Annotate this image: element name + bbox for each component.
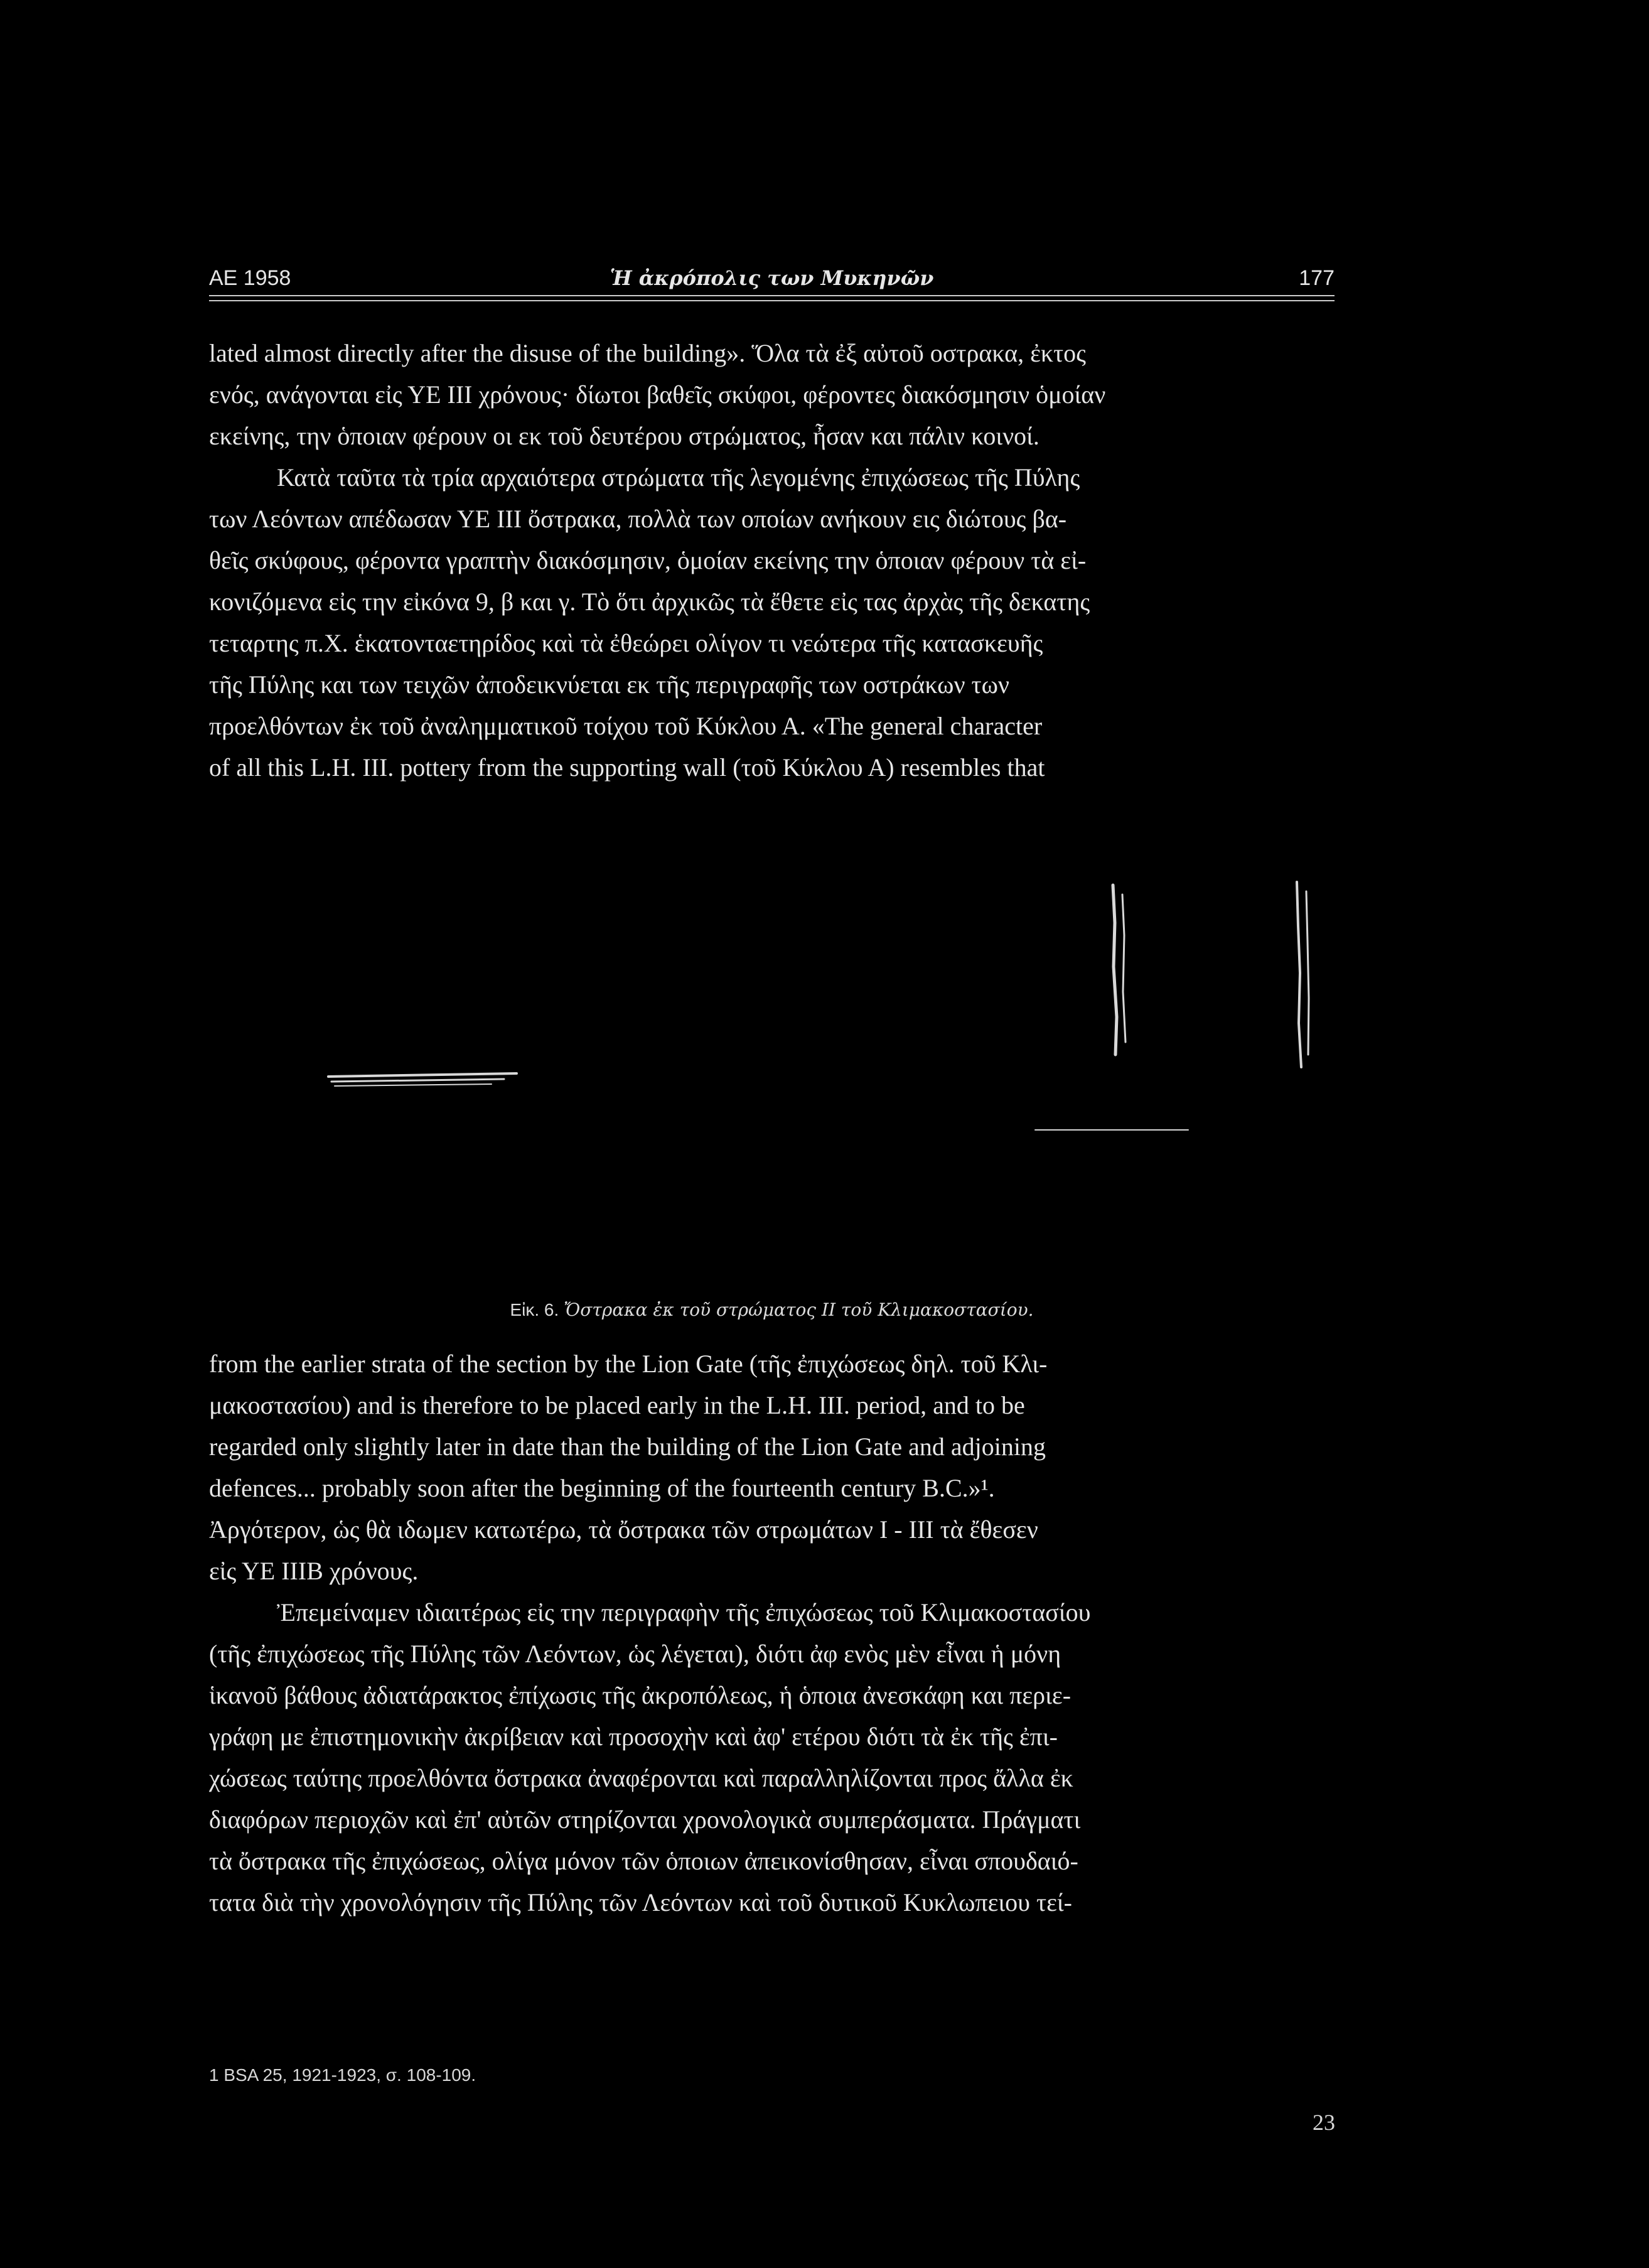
- text-line: των Λεόντων απέδωσαν ΥΕ ΙΙΙ ὄστρακα, πολλὰ των οποίων ανήκουν εις διώτους βα-: [209, 505, 1067, 533]
- sherd-fragment-center: [1122, 895, 1125, 1042]
- text-line: μακοστασίου) and is therefore to be placed early in the L.H. III. period, and to be: [209, 1391, 1025, 1419]
- sherd-fragment-center: [1113, 885, 1117, 1055]
- text-line: Κατὰ ταῦτα τὰ τρία αρχαιότερα στρώματα τῆς λεγομένης ἐπιχώσεως τῆς Πύλης: [277, 463, 1080, 492]
- text-line: lated almost directly after the disuse of the building». Ὅλα τὰ ἐξ αὐτοῦ οστρακα, ἐκτος: [209, 339, 1086, 367]
- sherd-fragment-left: [331, 1079, 504, 1082]
- text-line: χώσεως ταύτης προελθόντα ὄστρακα ἀναφέρονται καὶ παραλληλίζονται προς ἄλλα ἐκ: [209, 1764, 1073, 1792]
- sherd-fragment-right: [1297, 882, 1301, 1067]
- text-line: ενός, ανάγονται εἰς ΥΕ ΙΙΙ χρόνους· δίωτοι βαθεῖς σκύφοι, φέροντες διακόσμησιν ὁμοίαν: [209, 380, 1106, 409]
- text-line: (τῆς ἐπιχώσεως τῆς Πύλης τῶν Λεόντων, ὡς λέγεται), διότι ἀφ ενὸς μὲν εἶναι ἡ μόνη: [209, 1640, 1061, 1668]
- text-line: γράφη με ἐπιστημονικὴν ἀκρίβειαν καὶ προσοχὴν καὶ ἀφ' ετέρου διότι τὰ ἐκ τῆς ἐπι-: [209, 1722, 1058, 1751]
- text-line: τεταρτης π.Χ. ἑκατονταετηρίδος καὶ τὰ ἐθεώρει ολίγον τι νεώτερα τῆς κατασκευῆς: [209, 629, 1043, 657]
- sherd-fragment-left: [328, 1073, 517, 1077]
- text-line: ἱκανοῦ βάθους ἀδιατάρακτος ἐπίχωσις τῆς ἀκροπόλεως, ἡ ὁποια ἀνεσκάφη και περιε-: [209, 1681, 1072, 1709]
- header-rule-top: [209, 295, 1335, 296]
- text-line: Ἐπεμείναμεν ιδιαιτέρως εἰς την περιγραφὴν τῆς ἐπιχώσεως τοῦ Κλιμακοστασίου: [277, 1598, 1091, 1626]
- text-line: εἰς ΥΕ ΙΙΙΒ χρόνους.: [209, 1557, 419, 1585]
- text-block-lower: [209, 1343, 1335, 1923]
- text-line: τῆς Πύλης και των τειχῶν ἀποδεικνύεται εκ τῆς περιγραφῆς των οστράκων των: [209, 670, 1010, 699]
- sherd-fragment-left: [335, 1084, 491, 1086]
- header-journal-year: ΑΕ 1958: [209, 266, 291, 290]
- text-line: εκείνης, την ὁποιαν φέρουν οι εκ τοῦ δευτέρου στρώματος, ἦσαν και πάλιν κοινοί.: [209, 422, 1039, 450]
- paragraph-2: [209, 457, 1335, 788]
- text-line: προελθόντων ἐκ τοῦ ἀναλημματικοῦ τοίχου τοῦ Κύκλου Α. «The general character: [209, 712, 1043, 740]
- page-number: 23: [1313, 2110, 1335, 2135]
- header-title: Ἡ ἀκρόπολις των Μυκηνῶν: [610, 266, 934, 290]
- text-line: τὰ ὄστρακα τῆς ἐπιχώσεως, ολίγα μόνον τῶν ὁποιων ἀπεικονίσθησαν, εἶναι σπουδαιό-: [209, 1847, 1078, 1875]
- text-line: τατα διὰ τὴν χρονολόγησιν τῆς Πύλης τῶν Λεόντων καὶ τοῦ δυτικοῦ Κυκλωπειου τεί-: [209, 1888, 1072, 1916]
- text-line: from the earlier strata of the section by the Lion Gate (τῆς ἐπιχώσεως δηλ. τοῦ Κλι-: [209, 1350, 1048, 1378]
- footnote: 1 BSA 25, 1921-1923, σ. 108-109.: [209, 2065, 476, 2085]
- text-line: regarded only slightly later in date than the building of the Lion Gate and adjoining: [209, 1432, 1046, 1461]
- text-line: of all this L.H. III. pottery from the supporting wall (τοῦ Κύκλου Α) resembles that: [209, 753, 1045, 782]
- paragraph-4: [209, 1592, 1335, 1923]
- potsherds-photo: [209, 866, 1335, 1306]
- figure-caption: [209, 1299, 1335, 1320]
- text-line: defences... probably soon after the beginning of the fourteenth century B.C.»¹.: [209, 1474, 995, 1502]
- text-line: διαφόρων περιοχῶν καὶ ἐπ' αὐτῶν στηρίζονται χρονολογικὰ συμπεράσματα. Πράγματι: [209, 1805, 1081, 1834]
- figure-6-image: [209, 866, 1335, 1306]
- text-line: θεῖς σκύφους, φέροντα γραπτὴν διακόσμησιν, ὁμοίαν εκείνης την ὁποιαν φέρουν τὰ εἰ-: [209, 546, 1087, 574]
- sherd-fragment-right: [1306, 891, 1309, 1055]
- text-line: κονιζόμενα εἰς την εἰκόνα 9, β και γ. Τὸ ὅτι ἀρχικῶς τὰ ἔθετε εἰς τας ἀρχὰς τῆς δεκατης: [209, 588, 1090, 616]
- paragraph-3: [209, 1343, 1335, 1592]
- paragraph-1: [209, 333, 1335, 457]
- header-rule-bottom: [209, 300, 1335, 301]
- header-page-number: 177: [1299, 266, 1335, 290]
- text-block-upper: [209, 333, 1335, 788]
- caption-label: Εἰκ. 6.: [510, 1300, 559, 1319]
- running-head: [209, 262, 1335, 300]
- text-line: Ἀργότερον, ὡς θὰ ιδωμεν κατωτέρω, τὰ ὄστρακα τῶν στρωμάτων Ι - ΙΙΙ τὰ ἔθεσεν: [209, 1515, 1038, 1544]
- caption-text: Ὄστρακα ἐκ τοῦ στρώματος ΙΙ τοῦ Κλιμακοστασίου.: [564, 1299, 1034, 1320]
